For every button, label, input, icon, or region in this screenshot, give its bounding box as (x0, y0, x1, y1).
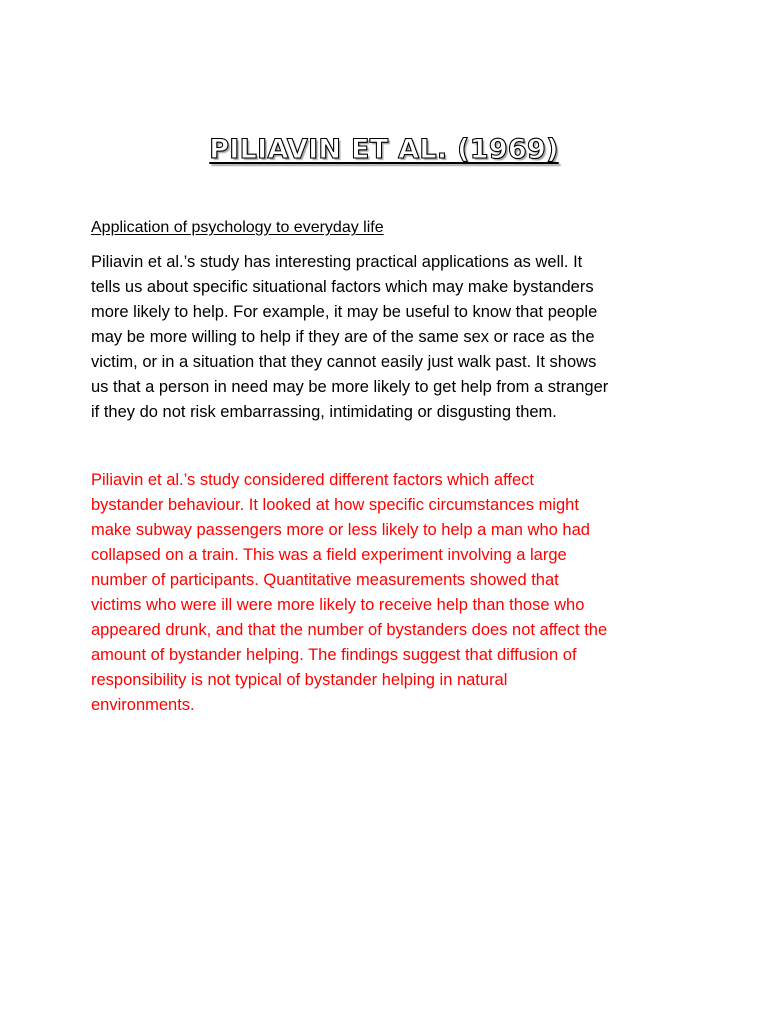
paragraph-line: make subway passengers more or less likely to help a man who had (91, 521, 590, 539)
paragraph-line: bystander behaviour. It looked at how specific circumstances might (91, 496, 579, 514)
paragraph-line: if they do not risk embarrassing, intimidating or disgusting them. (91, 403, 557, 421)
paragraph-line: us that a person in need may be more likely to get help from a stranger (91, 378, 609, 396)
paragraph-line: appeared drunk, and that the number of bystanders does not affect the (91, 621, 608, 639)
paragraph-line: may be more willing to help if they are of the same sex or race as the (91, 328, 595, 346)
paragraph-line: amount of bystander helping. The findings suggest that diffusion of (91, 646, 577, 664)
paragraph-summary-red (91, 468, 691, 718)
section-subheading: Application of psychology to everyday life (91, 219, 384, 236)
paragraph-line: responsibility is not typical of bystander helping in natural (91, 671, 508, 689)
paragraph-line: environments. (91, 696, 195, 714)
paragraph-line: collapsed on a train. This was a field experiment involving a large (91, 546, 567, 564)
paragraph-line: tells us about specific situational factors which may make bystanders (91, 278, 594, 296)
paragraph-line: number of participants. Quantitative measurements showed that (91, 571, 559, 589)
paragraph-line: Piliavin et al.’s study considered different factors which affect (91, 471, 534, 489)
paragraph-line: Piliavin et al.’s study has interesting practical applications as well. It (91, 253, 583, 271)
paragraph-applications (91, 250, 691, 425)
paragraph-line: victims who were ill were more likely to receive help than those who (91, 596, 585, 614)
paragraph-line: more likely to help. For example, it may be useful to know that people (91, 303, 598, 321)
paragraph-line: victim, or in a situation that they cannot easily just walk past. It shows (91, 353, 597, 371)
page-title: PILIAVIN ET AL. (1969) (209, 134, 559, 165)
